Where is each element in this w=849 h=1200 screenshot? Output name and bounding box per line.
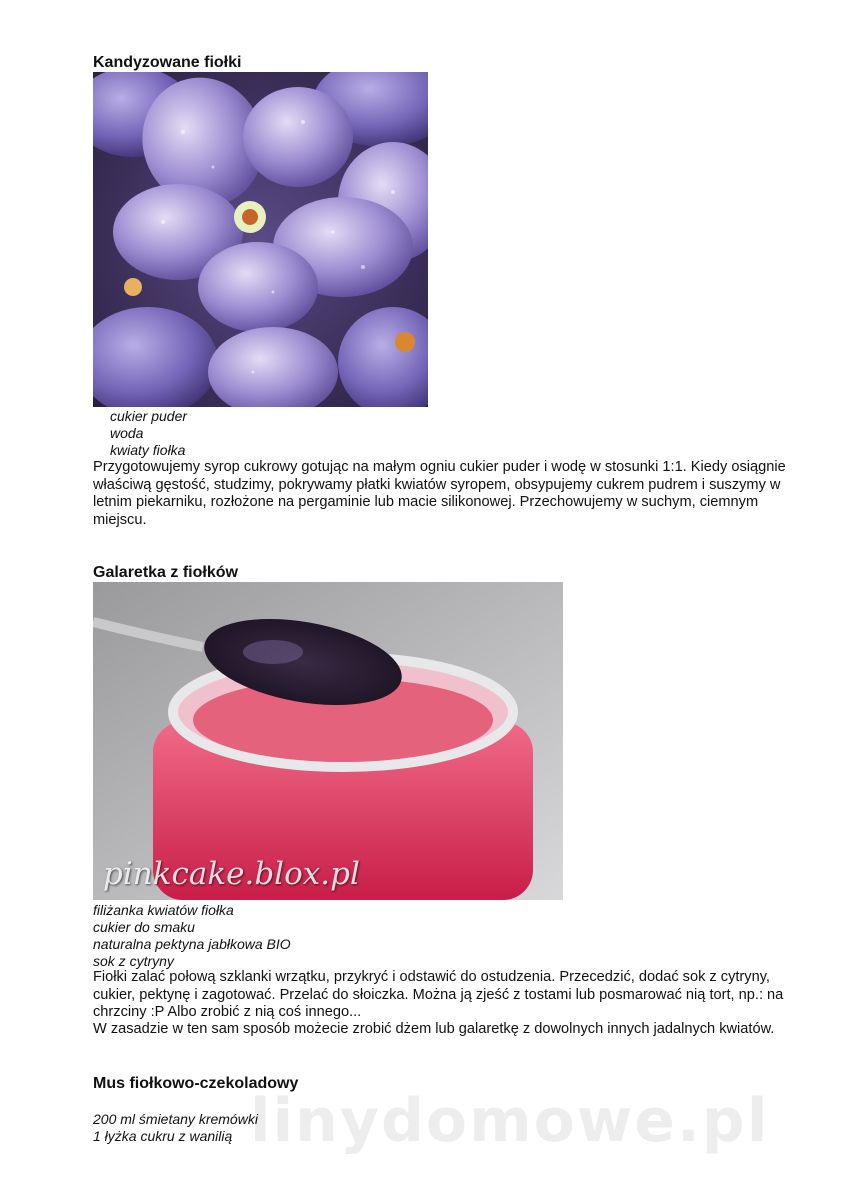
ingredients-list [93, 902, 291, 970]
section-title-violet-chocolate-mousse: Mus fiołkowo-czekoladowy [93, 1075, 299, 1092]
violet-jelly-image [93, 582, 563, 900]
instructions-paragraph: W zasadzie w ten sam sposób możecie zrobić dżem lub galaretkę z dowolnych innych jadalnych kwiatów. [93, 1021, 775, 1037]
violet-jelly-photo [93, 582, 563, 900]
ingredient-item: 200 ml śmietany kremówki [93, 1111, 258, 1127]
instructions-paragraph: Fiołki zalać połową szklanki wrzątku, przykryć i odstawić do ostudzenia. Przecedzić, dodać sok z cytryny, cukier, pektynę i zagotować. Przelać do słoiczka. Można ją zjeść z tostami lub posmarować nią tort, np.: na chrzciny :P Albo zrobić z nią coś innego... [93, 969, 784, 1020]
section-title-candied-violets: Kandyzowane fiołki [93, 54, 242, 71]
candied-violets-photo [93, 72, 428, 407]
ingredient-item: cukier do smaku [93, 919, 195, 935]
ingredient-item: filiżanka kwiatów fiołka [93, 902, 234, 918]
section-title-violet-jelly: Galaretka z fiołków [93, 564, 238, 581]
ingredients-list [93, 1111, 258, 1145]
instructions-paragraph: Przygotowujemy syrop cukrowy gotując na małym ogniu cukier puder i wodę w stosunki 1:1. Kiedy osiągnie właściwą gęstość, studzimy, pokrywamy płatki kwiatów syropem, obsypujemy cukrem pudrem i suszymy w letnim piekarniku, rozłożone na pergaminie lub macie silikonowej. Przechowujemy w suchym, ciemnym miejscu. [93, 459, 786, 528]
candied-violets-image [93, 72, 428, 407]
ingredient-item: woda [110, 425, 144, 441]
ingredient-item: sok z cytryny [93, 953, 174, 969]
photo-watermark: pinkcake.blox.pl [103, 856, 360, 892]
ingredient-item: cukier puder [110, 408, 188, 424]
page-watermark: linydomowe.pl [250, 1086, 770, 1156]
ingredient-item: 1 łyżka cukru z wanilią [93, 1128, 233, 1144]
ingredients-list [110, 408, 187, 459]
ingredient-item: naturalna pektyna jabłkowa BIO [93, 936, 291, 952]
ingredient-item: kwiaty fiołka [110, 442, 186, 458]
